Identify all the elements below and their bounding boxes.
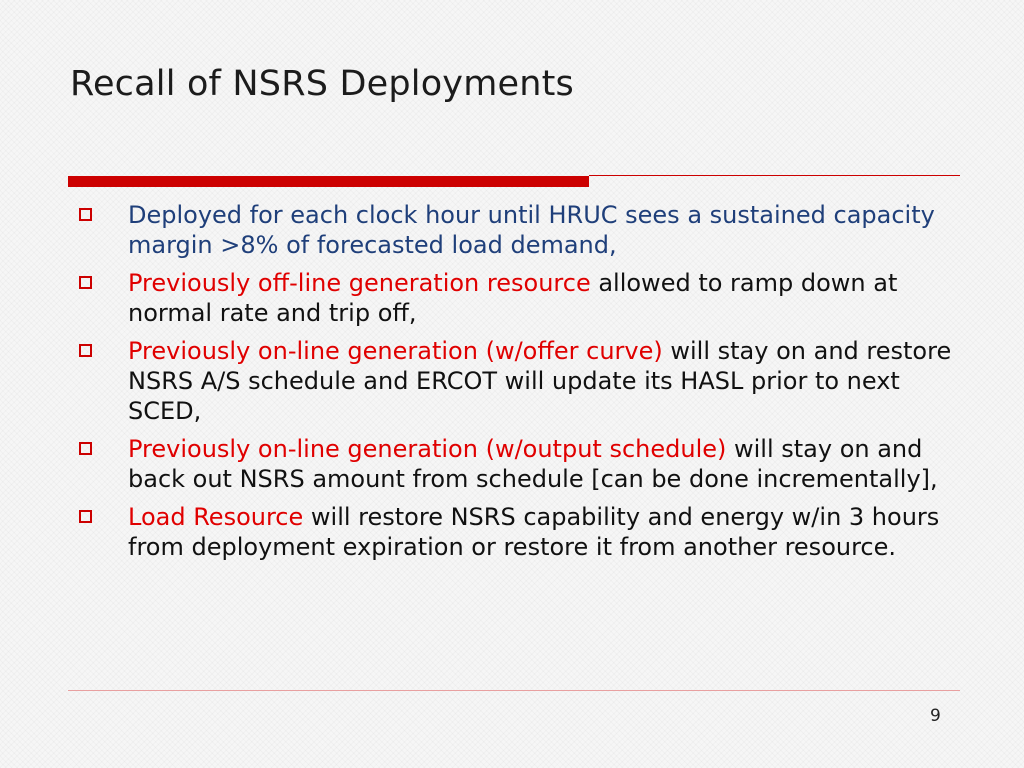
page-number: 9 (930, 706, 941, 726)
bullet-highlight: Previously off-line generation resource (128, 269, 591, 297)
bullet-text: will stay on and back out NSRS amount from schedule [can be done incrementally], (128, 435, 938, 493)
bullet-text: will restore NSRS capability and energy w/in 3 hours from deployment expiration or restore it from another resource. (128, 503, 940, 561)
title-underline-thick (68, 176, 589, 187)
bullet-item (76, 502, 956, 562)
hollow-square-icon (79, 442, 92, 455)
bullet-highlight: Previously on-line generation (w/output schedule) (128, 435, 727, 463)
bullet-list (76, 200, 956, 570)
slide-title: Recall of NSRS Deployments (70, 64, 574, 104)
bullet-highlight: Load Resource (128, 503, 304, 531)
hollow-square-icon (79, 510, 92, 523)
bullet-item (76, 268, 956, 328)
bullet-highlight: Previously on-line generation (w/offer curve) (128, 337, 663, 365)
bullet-text: Deployed for each clock hour until HRUC sees a sustained capacity margin >8% of forecasted load demand, (128, 201, 935, 259)
bullet-text: allowed to ramp down at normal rate and trip off, (128, 269, 898, 327)
bullet-item (76, 434, 956, 494)
title-underline-thin (589, 175, 960, 176)
bullet-item (76, 336, 956, 426)
bullet-text: will stay on and restore NSRS A/S schedule and ERCOT will update its HASL prior to next SCED, (128, 337, 952, 425)
hollow-square-icon (79, 208, 92, 221)
hollow-square-icon (79, 276, 92, 289)
hollow-square-icon (79, 344, 92, 357)
bullet-item (76, 200, 956, 260)
footer-divider (68, 690, 960, 691)
